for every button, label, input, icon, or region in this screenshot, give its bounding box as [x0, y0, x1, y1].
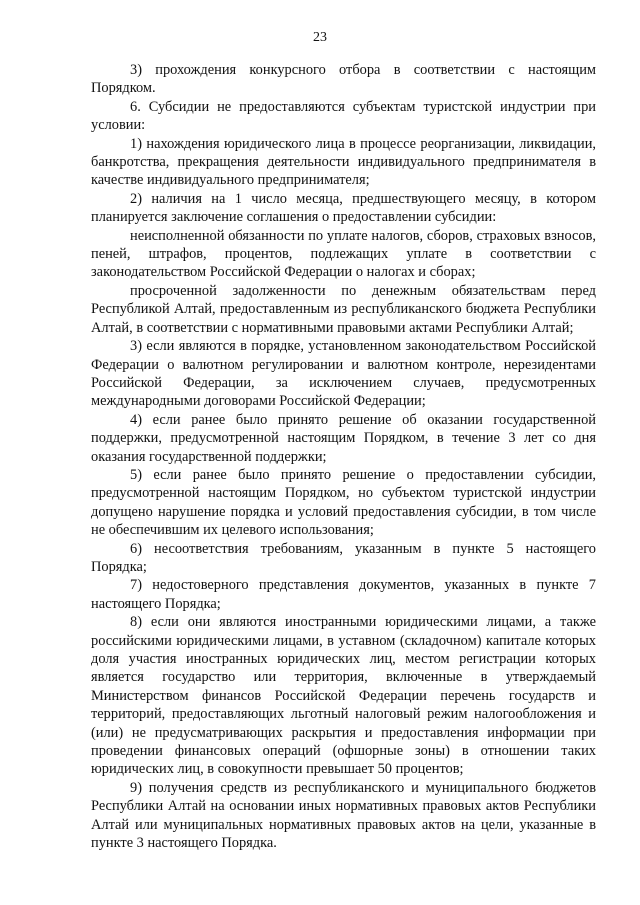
- paragraph-tax-obligations: неисполненной обязанности по уплате налогов, сборов, страховых взносов, пеней, штрафов, процентов, подлежащих уплате в соответствии с законодательством Российской Федерации о налогах и сборах;: [91, 227, 596, 281]
- paragraph-condition-3: 3) если являются в порядке, установленном законодательством Российской Федерации о валютном регулировании и валютном контроле, нерезидентами Российской Федерации, за исключением случаев, предусмотренных международными договорами Российской Федерации;: [91, 338, 596, 410]
- paragraph-condition-5: 5) если ранее было принято решение о предоставлении субсидии, предусмотренной настоящим Порядком, но субъектом туристской индустрии допущено нарушение порядка и условий предоставления субсидии, в том числе не обеспечившим их целевого использования;: [91, 466, 596, 539]
- paragraph-condition-2: 2) наличия на 1 число месяца, предшествующего месяцу, в котором планируется заключение соглашения о предоставлении субсидии:: [91, 190, 596, 226]
- paragraph-condition-1: 1) нахождения юридического лица в процессе реорганизации, ликвидации, банкротства, прекращения деятельности индивидуального предпринимателя в качестве индивидуального предпринимателя;: [91, 135, 596, 189]
- paragraph-item-3: 3) прохождения конкурсного отбора в соответствии с настоящим Порядком.: [91, 62, 596, 97]
- paragraph-condition-9: 9) получения средств из республиканского и муниципального бюджетов Республики Алтай на основании иных нормативных правовых актов Республики Алтай или муниципальных нормативных правовых актов на цели, указанные в пункте 3 настоящего Порядка.: [91, 779, 596, 852]
- paragraph-condition-4: 4) если ранее было принято решение об оказании государственной поддержки, предусмотренной настоящим Порядком, в течение 3 лет со дня оказания государственной поддержки;: [91, 411, 596, 465]
- document-body: [91, 61, 596, 852]
- paragraph-condition-6: 6) несоответствия требованиям, указанным в пункте 5 настоящего Порядка;: [91, 540, 596, 575]
- paragraph-condition-7: 7) недостоверного представления документов, указанных в пункте 7 настоящего Порядка;: [91, 577, 596, 612]
- paragraph-overdue-debt: просроченной задолженности по денежным обязательствам перед Республикой Алтай, предоставленным из республиканского бюджета Республики Алтай, в соответствии с нормативными правовыми актами Республики Алтай;: [91, 282, 596, 336]
- paragraph-condition-8: 8) если они являются иностранными юридическими лицами, а также российскими юридическими лицами, в уставном (складочном) капитале которых доля участия иностранных юридических лиц, местом регистрации которых является государство или территория, включенные в утверждаемый Министерством финансов Российской Федерации перечень государств и территорий, предоставляющих льготный налоговый режим налогообложения и (или) не предусматривающих раскрытия и предоставления информации при проведении финансовых операций (офшорные зоны) в отношении таких юридических лиц, в совокупности превышает 50 процентов;: [91, 614, 596, 778]
- page-number: 23: [313, 30, 327, 45]
- paragraph-section-6: 6. Субсидии не предоставляются субъектам туристской индустрии при условии:: [91, 98, 596, 134]
